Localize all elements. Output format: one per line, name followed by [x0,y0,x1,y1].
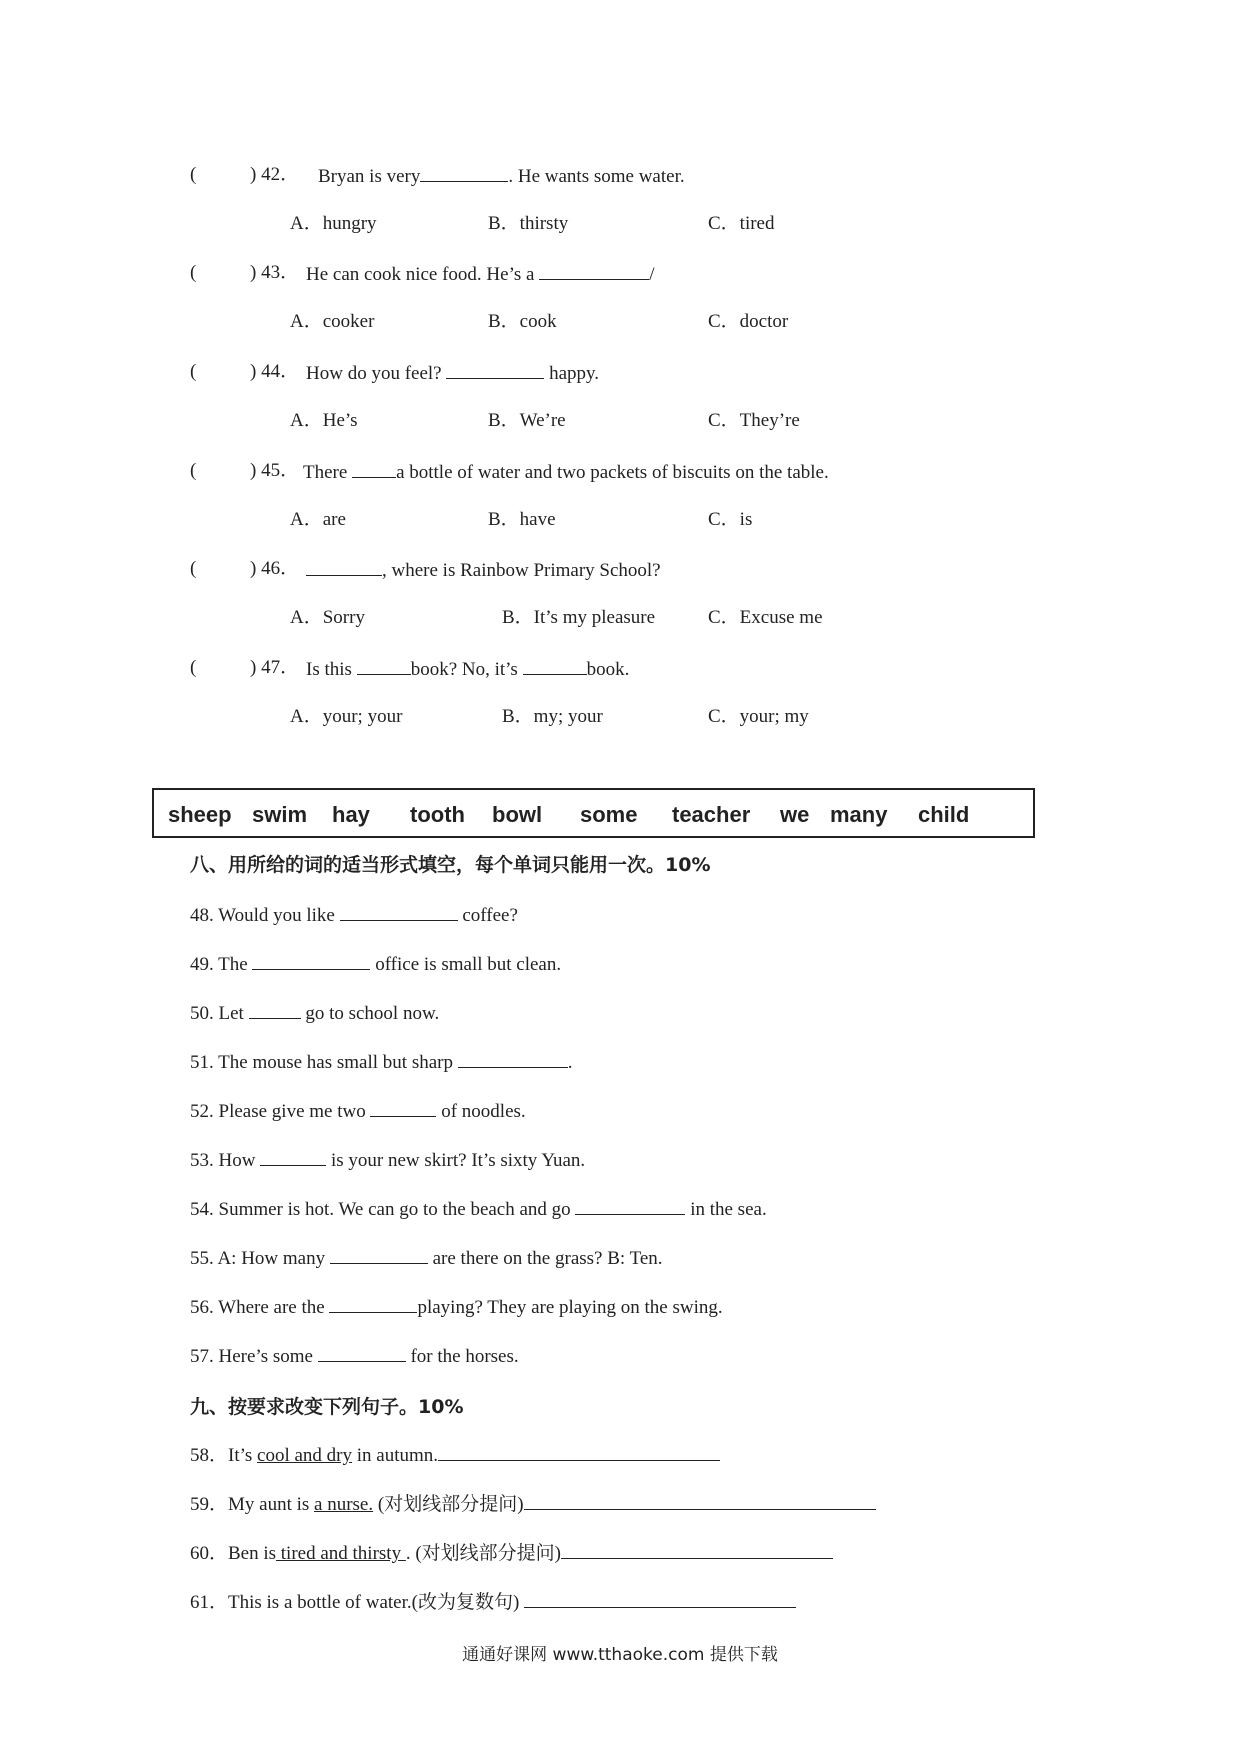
fill-question-52: 52. Please give me two of noodles. [190,1098,526,1124]
rewrite-question-61: 61．This is a bottle of water.(改为复数句) [190,1589,796,1615]
answer-blank[interactable] [318,1343,406,1362]
option-c: C．Excuse me [708,607,823,628]
option-b: B．cook [488,311,557,332]
option-c: C．your; my [708,706,809,727]
option-c: C．doctor [708,311,789,332]
option-c: C．tired [708,213,775,234]
fill-question-49: 49. The office is small but clean. [190,951,561,977]
answer-line[interactable] [438,1442,720,1461]
word-bank-item: bowl [492,802,543,827]
answer-blank[interactable] [330,1245,428,1264]
option-a: A．He’s [290,410,358,431]
question-number: ) 44． [250,361,300,382]
question-number: ) 47． [250,657,300,678]
fill-question-54: 54. Summer is hot. We can go to the beach and go in the sea. [190,1196,767,1222]
option-b: B．have [488,509,556,530]
word-bank-box [152,788,1035,838]
fill-question-48: 48. Would you like coffee? [190,902,518,928]
answer-blank[interactable] [306,557,382,576]
answer-paren: ( [190,460,197,481]
answer-blank[interactable] [352,459,396,478]
option-b: B．thirsty [488,213,569,234]
question-number: ) 42． [250,164,300,185]
answer-blank[interactable] [370,1098,436,1117]
word-bank-item: many [830,802,888,827]
word-bank-item: hay [332,802,370,827]
question-number: ) 45． [250,460,300,481]
answer-paren: ( [190,657,197,678]
word-bank-item: some [580,802,638,827]
answer-blank[interactable] [357,656,411,675]
fill-question-56: 56. Where are the playing? They are playing on the swing. [190,1294,723,1320]
question-text: Bryan is very . He wants some water. [318,163,685,189]
answer-paren: ( [190,262,197,283]
question-text: He can cook nice food. He’s a / [306,261,654,287]
option-c: C．They’re [708,410,800,431]
fill-question-57: 57. Here’s some for the horses. [190,1343,519,1369]
section-9-heading: 九、按要求改变下列句子。10% [190,1396,464,1418]
answer-blank[interactable] [458,1049,568,1068]
answer-line[interactable] [524,1491,876,1510]
word-bank-item: teacher [672,802,751,827]
option-b: B．We’re [488,410,566,431]
option-b: B．It’s my pleasure [502,607,656,628]
question-number: ) 43． [250,262,300,283]
question-text: How do you feel? happy. [306,360,599,386]
answer-paren: ( [190,558,197,579]
footer-source: 通通好课网 www.tthaoke.com 提供下载 [462,1645,778,1665]
fill-question-55: 55. A: How many are there on the grass? B: Ten. [190,1245,663,1271]
option-a: A．your; your [290,706,403,727]
word-bank-item: tooth [410,802,465,827]
word-bank-item: child [918,802,970,827]
rewrite-question-58: 58．It’s cool and dry in autumn. [190,1442,720,1468]
answer-paren: ( [190,361,197,382]
answer-blank[interactable] [523,656,587,675]
option-a: A．are [290,509,346,530]
option-c: C．is [708,509,753,530]
option-a: A．cooker [290,311,375,332]
fill-question-53: 53. How is your new skirt? It’s sixty Yuan. [190,1147,585,1173]
fill-question-51: 51. The mouse has small but sharp . [190,1049,572,1075]
answer-blank[interactable] [446,360,544,379]
word-bank-item: sheep [168,802,232,827]
answer-blank[interactable] [329,1294,417,1313]
option-b: B．my; your [502,706,603,727]
answer-blank[interactable] [252,951,370,970]
fill-question-50: 50. Let go to school now. [190,1000,439,1026]
question-text: , where is Rainbow Primary School? [306,557,661,583]
answer-blank[interactable] [420,163,508,182]
answer-paren: ( [190,164,197,185]
word-bank-item: swim [252,802,308,827]
answer-blank[interactable] [575,1196,685,1215]
option-a: A．hungry [290,213,377,234]
question-text: Is this book? No, it’s book. [306,656,629,682]
question-number: ) 46． [250,558,300,579]
option-a: A．Sorry [290,607,365,628]
section-8-heading: 八、用所给的词的适当形式填空，每个单词只能用一次。10% [190,854,711,876]
answer-line[interactable] [524,1589,796,1608]
answer-blank[interactable] [260,1147,326,1166]
rewrite-question-59: 59．My aunt is a nurse. (对划线部分提问) [190,1491,876,1517]
answer-line[interactable] [561,1540,833,1559]
question-text: There a bottle of water and two packets of biscuits on the table. [303,459,829,485]
rewrite-question-60: 60．Ben is tired and thirsty . (对划线部分提问) [190,1540,833,1566]
word-bank-item: we [780,802,810,827]
answer-blank[interactable] [249,1000,301,1019]
answer-blank[interactable] [340,902,458,921]
answer-blank[interactable] [539,261,649,280]
